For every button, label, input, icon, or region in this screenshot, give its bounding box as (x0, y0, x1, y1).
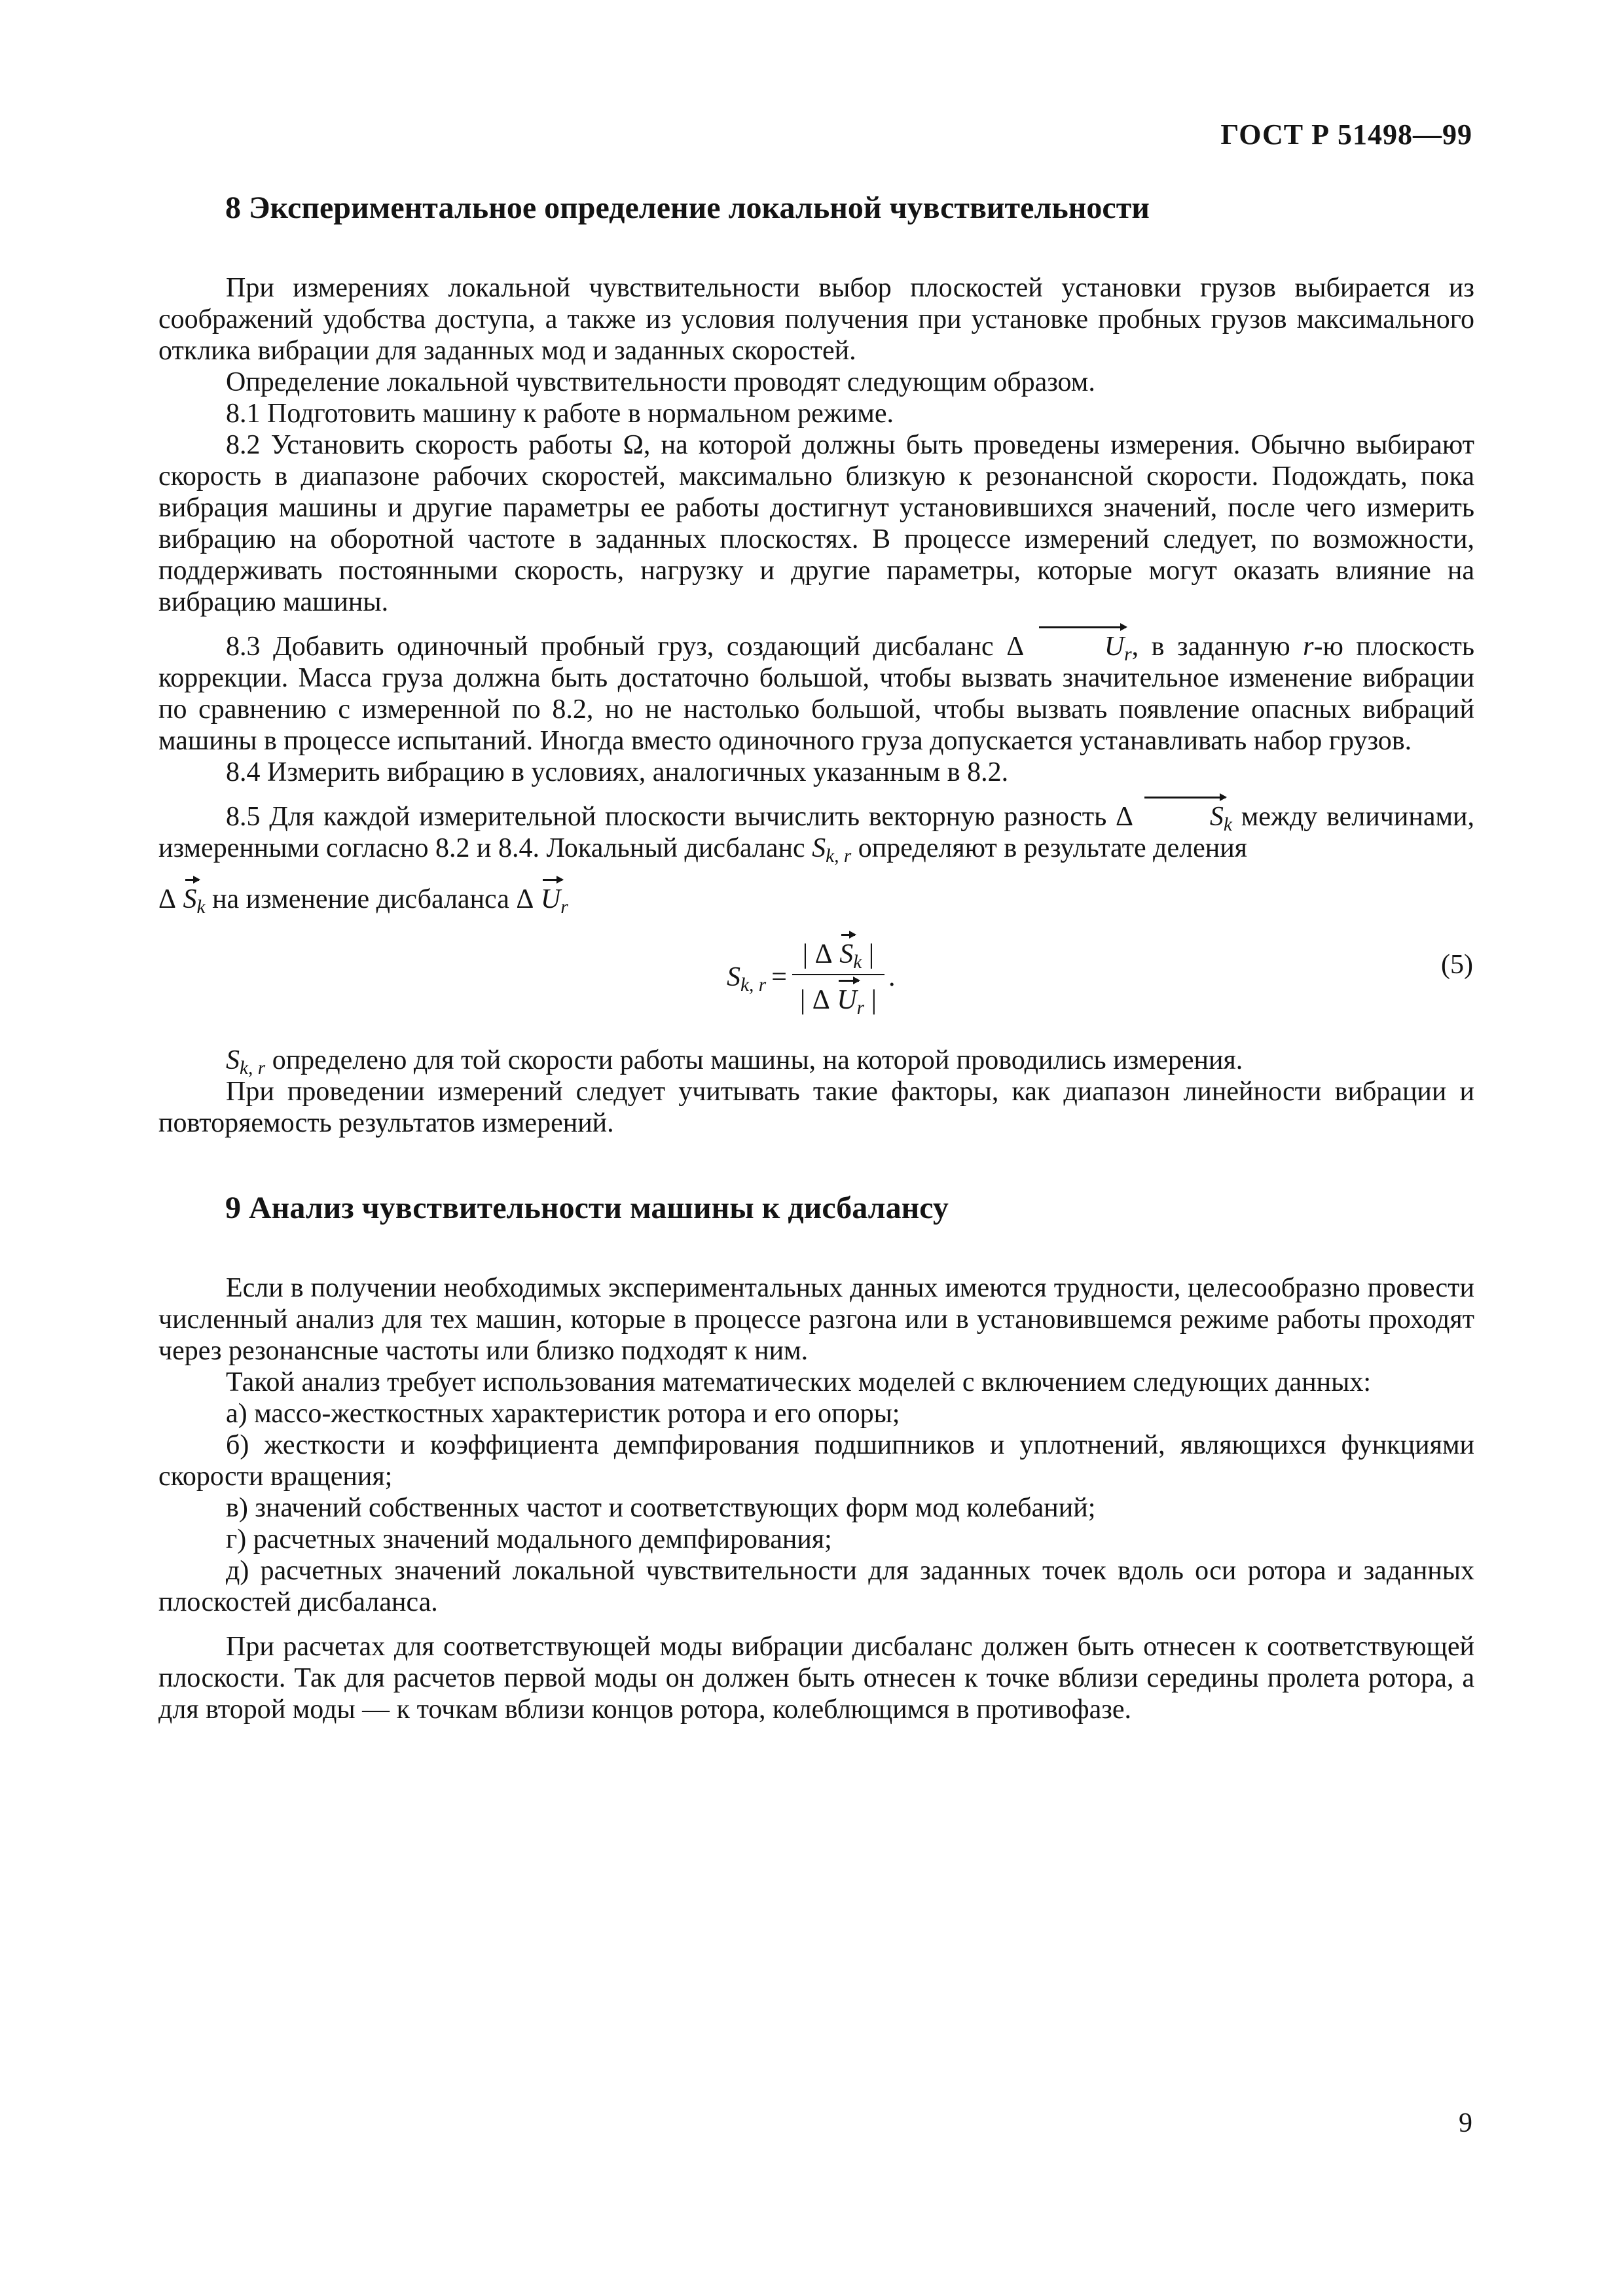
delta-s-k-symbol: Δ $S_k$ (1116, 802, 1232, 836)
clause-8-4: 8.4 Измерить вибрацию в условиях, аналогичных указанным в 8.2. (226, 757, 1009, 787)
formula-numerator: | Δ $S_k$ | (802, 939, 875, 973)
formula-body (727, 939, 896, 1019)
standard-code: ГОСТ Р 51498—99 (1220, 118, 1472, 151)
formula-number: (5) (1441, 950, 1473, 980)
formula-period: . (888, 962, 896, 992)
clause-8-1: 8.1 Подготовить машину к работе в нормальном режиме. (226, 399, 894, 429)
list-item-b: б) жесткости и коэффициента демпфирования подшипников и уплотнений, являющихся функциями скорости вращения; (158, 1430, 1474, 1492)
symbol-r: r (1303, 632, 1314, 662)
clause-8-3 (158, 631, 1474, 757)
clause-8-5-text-c: определяют в результате деления (858, 833, 1247, 863)
section-9-paragraph-modes: При расчетах для соответствующей моды вибрации дисбаланс должен быть отнесен к соответствующей плоскости. Так для расчетов первой моды он должен быть отнесен к точке вблизи середины пролета ротора, а для второй моды — к точкам вблизи концов ротора, колеблющимся в противофазе. (158, 1632, 1474, 1725)
measurement-factors-paragraph: При проведении измерений следует учитывать такие факторы, как диапазон линейности вибрации и повторяемость результатов измерений. (158, 1077, 1474, 1138)
s-k-r-symbol-2: $S_{k, r}$ (226, 1045, 266, 1079)
section-9-paragraph-intro: Если в получении необходимых экспериментальных данных имеются трудности, целесообразно провести численный анализ для тех машин, которые в процессе разгона или в установившемся режиме работы проходят через резонансные частоты или близко подходят к ним. (158, 1273, 1474, 1366)
formula-fraction (792, 939, 884, 1019)
clause-8-5 (158, 801, 1475, 918)
list-item-d: г) расчетных значений модального демпфирования; (226, 1524, 832, 1554)
formula-equals: = (771, 962, 787, 992)
formula-denominator: | Δ $U_r$ | (792, 974, 884, 1016)
page-content (158, 190, 1474, 1725)
list-item-a: а) массо-жесткостных характеристик ротора и его опоры; (226, 1399, 900, 1429)
clause-8-2: 8.2 Установить скорость работы Ω, на которой должны быть проведены измерения. Обычно выбирают скорость в диапазоне рабочих скоростей, максимально близкую к резонансной скорости. Подождать, пока вибрация машины и другие параметры ее работы достигнут установившихся значений, после чего измерить вибрацию на оборотной частоте в заданных плоскостях. В процессе измерений следует, по возможности, поддерживать постоянными скорость, нагрузку и другие параметры, которые могут оказать влияние на вибрацию машины. (158, 430, 1474, 617)
formula-5 (158, 935, 1474, 1033)
s-k-r-definition: $S_{k, r}$ определено для той скорости работы машины, на которой проводились измерения. (226, 1045, 1243, 1079)
clause-8-5-text-a: 8.5 Для каждой измерительной плоскости вычислить векторную разность (226, 802, 1107, 832)
clause-8-3-text-c: -ю плоскость коррекции. Масса груза должна быть достаточно большой, чтобы вызвать значительное изменение вибрации по сравнению с измеренной по 8.2, но не настолько большой, чтобы вызвать появление опасных вибраций машины в процессе испытаний. Иногда вместо одиночного груза допускается устанавливать набор грузов. (158, 632, 1475, 756)
s-k-r-symbol: $S_{k, r}$ (812, 833, 852, 867)
section-8-paragraph-intro: При измерениях локальной чувствительности выбор плоскостей установки грузов выбирается из соображений удобства доступа, а также из условия получения при установке пробных грузов максимального отклика вибрации для заданных мод и заданных скоростей. (158, 273, 1474, 366)
section-8-title: 8 Экспериментальное определение локальной чувствительности (225, 190, 1150, 225)
list-item-c: в) значений собственных частот и соответствующих форм мод колебаний; (226, 1493, 1096, 1523)
section-9-paragraph-models: Такой анализ требует использования математических моделей с включением следующих данных: (226, 1367, 1372, 1397)
list-item-e: д) расчетных значений локальной чувствительности для заданных точек вдоль оси ротора и заданных плоскостей дисбаланса. (158, 1556, 1474, 1617)
clause-8-5-last-line: Δ $S_k$ на изменение дисбаланса Δ $U_r$ (158, 884, 568, 918)
clause-8-5-text-b: между величинами, измеренными согласно 8.2 и 8.4. Локальный дисбаланс (158, 802, 1475, 863)
clause-8-3-text-a: 8.3 Добавить одиночный пробный груз, создающий дисбаланс (226, 632, 994, 662)
page-number: 9 (1459, 2108, 1472, 2138)
section-8-paragraph-procedure: Определение локальной чувствительности проводят следующим образом. (226, 367, 1095, 397)
formula-lhs: $S_{k, r}$ (727, 962, 767, 996)
delta-u-r-symbol: Δ $U_r$ (1006, 632, 1132, 666)
clause-8-3-text-b: , в заданную (1131, 632, 1290, 662)
section-9-title: 9 Анализ чувствительности машины к дисбалансу (225, 1191, 949, 1225)
